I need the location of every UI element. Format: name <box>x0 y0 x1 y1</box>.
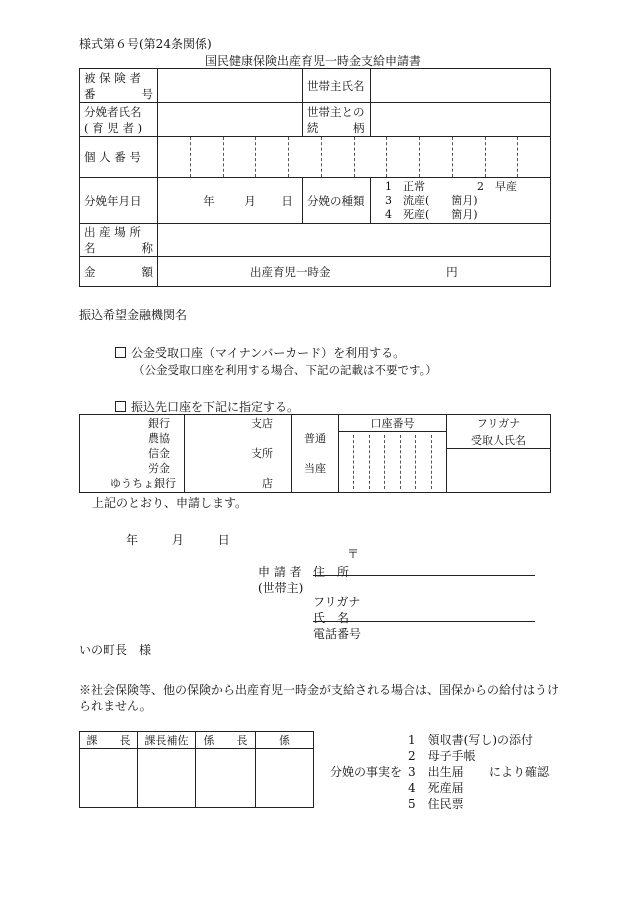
addressee: いの町長 様 <box>79 643 152 657</box>
stamp-kakaricho[interactable] <box>196 749 256 808</box>
address-label: 住 所 <box>313 565 350 579</box>
bank-type-nokyo: 農協 <box>148 431 170 445</box>
row-place <box>80 224 551 257</box>
confirmation-item-5[interactable]: 5 住民票 <box>408 797 464 811</box>
postal-mark: 〒 <box>347 547 360 561</box>
account-number-header: 口座番号 <box>339 415 447 432</box>
furigana-label: フリガナ <box>313 595 361 609</box>
applicant-label: 申 請 者 <box>258 565 302 579</box>
specified-account-checkbox[interactable] <box>115 401 126 412</box>
confirmation-item-4[interactable]: 4 死産届 <box>408 781 464 795</box>
branch-type-cell[interactable]: 支店 支所 店 <box>185 415 292 493</box>
office-stamp-table <box>79 731 314 808</box>
name-line[interactable] <box>313 621 535 622</box>
phone-label: 電話番号 <box>313 627 362 641</box>
householder-label: (世帯主) <box>258 581 304 595</box>
declaration-text: 上記のとおり、申請します。 <box>92 496 248 510</box>
recipient-header: フリガナ <box>447 415 551 432</box>
field-householder-name[interactable] <box>371 69 551 103</box>
bank-table <box>79 414 551 493</box>
row-mother <box>80 103 551 137</box>
label-birth-type: 分娩の種類 <box>303 178 371 224</box>
note-line-2: られません。 <box>79 699 152 713</box>
stamp-kacho[interactable] <box>80 749 138 808</box>
application-date[interactable]: 年 月 日 <box>126 533 230 547</box>
row-insured <box>80 69 551 103</box>
confirmation-item-2[interactable]: 2 母子手帳 <box>408 749 476 763</box>
label-amount: 金 額 <box>80 257 158 287</box>
recipient-field[interactable]: 受取人氏名 <box>447 432 551 493</box>
label-householder-name: 世帯主氏名 <box>303 69 371 103</box>
row-personal-number <box>80 137 551 178</box>
bank-type-rokin: 労金 <box>148 461 170 475</box>
stamp-kakari[interactable] <box>256 749 314 808</box>
account-number-field[interactable] <box>339 432 447 493</box>
public-account-checkbox[interactable] <box>115 347 126 358</box>
label-personal-number: 個 人 番 号 <box>80 137 158 178</box>
name-label: 氏 名 <box>313 611 350 625</box>
application-table <box>79 68 551 287</box>
label-mother-name: 分娩者氏名 ( 育 児 者 ) <box>80 103 158 137</box>
bank-type-shinkin: 信金 <box>148 446 170 460</box>
option-public-account[interactable]: 公金受取口座（マイナンバーカード）を利用する。 <box>115 344 405 361</box>
option-public-account-note: （公金受取口座を利用する場合、下記の記載は不要です。） <box>133 363 437 377</box>
field-personal-number[interactable] <box>158 137 551 178</box>
confirmation-item-3[interactable]: 3 出生届 <box>408 765 464 779</box>
option-specified-account[interactable]: 振込先口座を下記に指定する。 <box>115 398 299 415</box>
note-line-1: ※社会保険等、他の保険から出産育児一時金が支給される場合は、国保からの給付はうけ <box>79 683 560 697</box>
field-birth-place[interactable] <box>158 224 551 257</box>
field-relation[interactable] <box>371 103 551 137</box>
field-mother-name[interactable] <box>158 103 303 137</box>
label-relation: 世帯主との 続 柄 <box>303 103 371 137</box>
confirmation-item-1[interactable]: 1 領収書(写し)の添付 <box>408 733 533 747</box>
bank-type-cell[interactable] <box>80 415 185 493</box>
bank-heading: 振込希望金融機関名 <box>79 308 188 322</box>
label-insured-number: 被 保 険 者 番 号 <box>80 69 158 103</box>
stamp-kacho-hosa[interactable] <box>138 749 196 808</box>
address-line[interactable] <box>313 575 535 576</box>
bank-type-yucho: ゆうちょ銀行 <box>110 476 176 490</box>
row-amount <box>80 257 551 287</box>
confirmation-suffix: により確認 <box>489 765 550 779</box>
form-title: 国民健康保険出産育児一時金支給申請書 <box>205 54 422 68</box>
field-birth-type[interactable]: 1 正常 2 早産 3 流産( 箇月) 4 死産( 箇月) <box>371 178 551 224</box>
account-type-cell[interactable]: 普通 当座 <box>292 415 339 493</box>
header-kakaricho: 係 長 <box>196 732 256 749</box>
bank-type-ginko: 銀行 <box>148 416 170 430</box>
header-kacho: 課 長 <box>80 732 138 749</box>
header-kacho-hosa: 課長補佐 <box>138 732 196 749</box>
field-insured-number[interactable] <box>158 69 303 103</box>
field-amount[interactable]: 出産育児一時金 円 <box>158 257 551 287</box>
row-birth <box>80 178 551 224</box>
confirmation-label: 分娩の事実を <box>330 765 403 779</box>
label-birth-place: 出 産 場 所 名 称 <box>80 224 158 257</box>
form-number: 様式第６号(第24条関係) <box>79 37 212 51</box>
field-birth-date[interactable]: 年 月 日 <box>158 178 303 224</box>
label-birth-date: 分娩年月日 <box>80 178 158 224</box>
header-kakari: 係 <box>256 732 314 749</box>
